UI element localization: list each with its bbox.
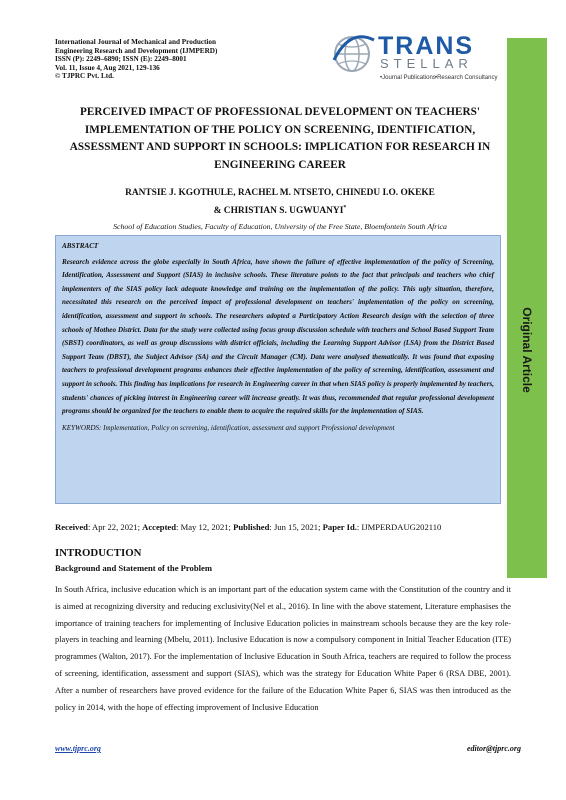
paper-title: PERCEIVED IMPACT OF PROFESSIONAL DEVELOPMENT ON TEACHERS' IMPLEMENTATION OF THE POLICY ON SCREENING, IDENTIFICATION, ASSESSMENT AND SUPPORT IN SCHOOLS: IMPLICATION FOR RESEARCH IN ENGINEERING CAREER	[69, 106, 491, 171]
footer-email: editor@tjprc.org	[467, 744, 521, 753]
paper-id: : IJMPERDAUG202110	[356, 522, 442, 532]
subsection-heading: Background and Statement of the Problem	[55, 563, 212, 573]
side-label-box	[507, 305, 547, 395]
globe-icon	[334, 37, 374, 71]
original-article-label: Original Article	[520, 307, 534, 393]
logo-tag-research: •Research Consultancy	[435, 75, 498, 81]
affiliation: School of Education Studies, Faculty of Education, University of the Free State, Bloemfontein South Africa	[113, 222, 447, 231]
published-label: Published	[233, 522, 270, 532]
accepted-label: Accepted	[142, 522, 177, 532]
logo-tag-journal: •Journal Publications	[380, 75, 436, 81]
abstract-box	[55, 235, 501, 504]
journal-copyright: © TJPRC Pvt. Ltd.	[55, 72, 114, 81]
corresponding-mark: *	[343, 205, 347, 211]
journal-issn: ISSN (P): 2249–6890; ISSN (E): 2249–8001	[55, 55, 187, 64]
received-date: : Apr 22, 2021;	[87, 522, 143, 532]
journal-name-line2: Engineering Research and Development (IJMPERD)	[55, 46, 218, 55]
footer-website-link[interactable]: www.tjprc.org	[55, 744, 101, 753]
intro-paragraph: In South Africa, inclusive education which is an important part of the education system came with the Constitution of the country and it is aimed at recognizing diversity and reducing exclusivity(Nel et al., 2016). In line with the above statement, Literature emphasises the importance of training teachers for implementing of Inclusive Education policies in mainstream schools because they are the key role-players in teaching and learning (Mbelu, 2011). Inclusive Education is now a compulsory component in Initial Teacher Education (ITE) programmes (Walton, 2017). For the implementation of Inclusive Education in South Africa, teachers are required to follow the process of screening, identification, assessment and support (SIAS), which was the strategy for Education White Paper 6 (RSA DBE, 2001). After a number of researchers have proved evidence for the failure of the Education White Paper 6, SIAS was then introduced as the policy in 2014, with the hope of effecting improvement of Inclusive Education	[55, 585, 511, 712]
transstellar-logo	[330, 30, 505, 85]
abstract-heading: ABSTRACT	[62, 242, 99, 250]
author-list	[55, 186, 505, 219]
received-label: Received	[55, 522, 88, 532]
journal-info	[55, 38, 217, 81]
authors-line1: RANTSIE J. KGOTHULE, RACHEL M. NTSETO, CHINEDU I.O. OKEKE	[125, 188, 435, 198]
paper-id-label: Paper Id.	[322, 522, 357, 532]
authors-line2: & CHRISTIAN S. UGWUANYI	[213, 206, 344, 217]
logo-word-stellar: STELLAR	[380, 56, 473, 71]
journal-name-line1: International Journal of Mechanical and Production	[55, 38, 216, 46]
section-heading: INTRODUCTION	[55, 547, 142, 559]
abstract-body: Research evidence across the globe especially in South Africa, have shown the failure of effective implementation of the policy of Screening, Identification, Assessment and Support (SIAS) in inclusive schools. These literature points to the fact that principals and teachers who chief implementers of the SIAS policy lack adequate knowledge and training on the implementation of the policy. This ugly situation, therefore, necessitated this research on the perceived impact of professional development on teachers' implementation of the policy on screening, identification, assessment and support in schools. The researchers adopted a Participatory Action Research design with the selection of three schools of Motheo District. Data for the study were collected using focus group discussion schedule with teachers and School Based Support Team (SBST) coordinators, as well as group discussions with district officials, including the Learning Support Advisor (LSA) from the District Based Support Team (DBST), the Subject Advisor (SA) and the Circuit Manager (CM). Data were analysed thematically. It was found that exposing teachers to professional development programs enhances their effective implementation of the policy of screening, identification, assessment and support in schools. This finding has implications for research in Engineering career in that when SIAS policy is properly implemented by teachers, students' chances of picking interest in Engineering career will increase greatly. It was thus, recommended that regular professional development programs should be organized for the teachers to enable them to acquire the required skills for the implementation of SIAS.	[62, 257, 494, 416]
published-date: : Jun 15, 2021;	[269, 522, 323, 532]
logo-word-trans: TRANS	[378, 32, 475, 60]
accepted-date: : May 12, 2021;	[176, 522, 234, 532]
publication-dates	[55, 522, 441, 532]
journal-volume: Vol. 11, Issue 4, Aug 2021, 129-136	[55, 63, 160, 72]
keywords: KEYWORDS: Implementation, Policy on screening, identification, assessment and support Professional development	[62, 423, 395, 432]
